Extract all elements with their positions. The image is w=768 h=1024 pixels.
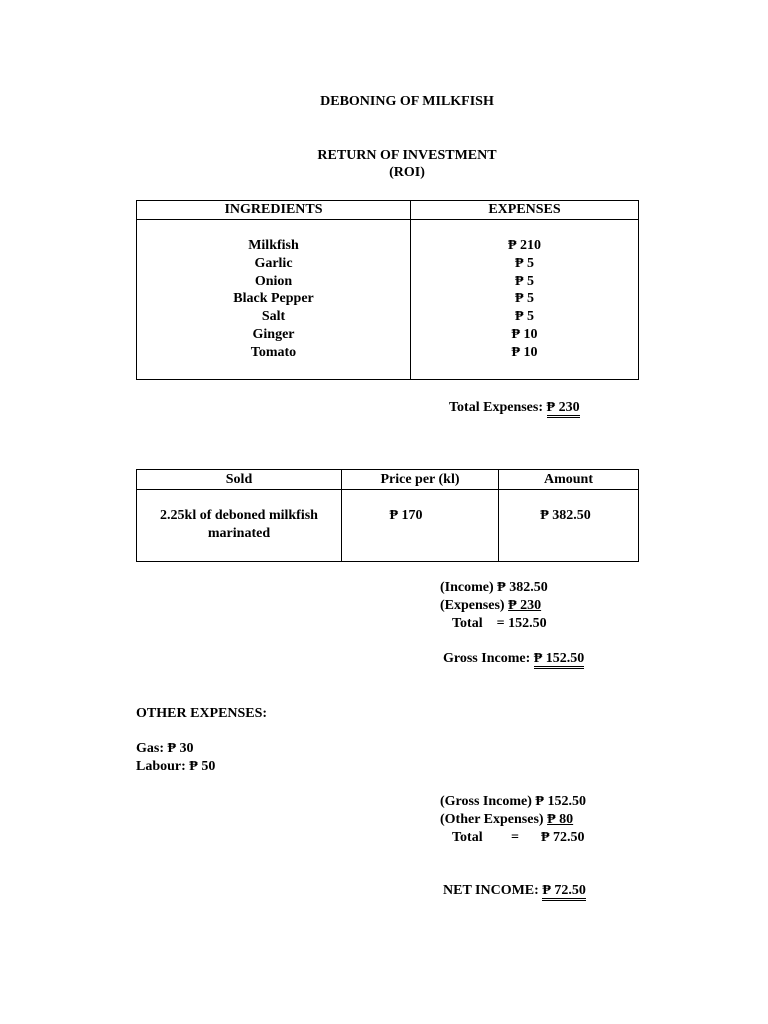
sold-description: 2.25kl of deboned milkfish <box>160 508 318 523</box>
roi-abbreviation: (ROI) <box>389 165 425 180</box>
roi-heading: RETURN OF INVESTMENT <box>317 148 497 163</box>
ingredient-item: Garlic <box>254 255 293 271</box>
ingredient-item: Milkfish <box>248 238 299 253</box>
ingredients-table <box>136 200 639 380</box>
net-income-label: NET INCOME: <box>443 883 543 898</box>
ingredients-header: INGREDIENTS <box>137 201 411 220</box>
sold-description-cont: marinated <box>207 526 271 541</box>
ingredient-item: Onion <box>254 273 293 289</box>
expenses-line <box>440 597 541 615</box>
calc2-total <box>452 829 585 847</box>
expenses-header: EXPENSES <box>411 201 639 220</box>
calc2-total-label: Total <box>452 830 483 845</box>
other-expenses-label: (Other Expenses) <box>440 812 548 827</box>
total-expenses-label: Total Expenses: <box>449 400 547 415</box>
ingredient-item: Tomato <box>250 344 297 360</box>
other-expenses-heading: OTHER EXPENSES: <box>136 706 268 721</box>
document-title: DEBONING OF MILKFISH <box>320 94 494 109</box>
calc1-total: Total = 152.50 <box>452 616 547 631</box>
amount-value: ₱ 382.50 <box>540 508 591 523</box>
sold-cell <box>137 490 342 562</box>
gross-income-value: ₱ 152.50 <box>534 651 585 669</box>
total-expenses <box>449 399 580 418</box>
price-cell <box>342 490 499 562</box>
calc2-total-equals: = <box>511 830 519 845</box>
expenses-line-value: ₱ 230 <box>508 598 542 613</box>
price-header: Price per (kl) <box>342 470 499 490</box>
expense-value: ₱ 5 <box>514 309 535 325</box>
amount-cell <box>499 490 639 562</box>
ingredient-item: Salt <box>261 309 286 325</box>
price-value: ₱ 170 <box>389 508 423 523</box>
gross-income <box>443 650 584 669</box>
income-line: (Income) ₱ 382.50 <box>440 580 548 595</box>
other-expenses-value: ₱ 80 <box>547 812 574 827</box>
labour-expense: Labour: ₱ 50 <box>136 759 216 774</box>
gas-expense: Gas: ₱ 30 <box>136 741 194 756</box>
expense-value: ₱ 10 <box>511 344 538 360</box>
expense-value: ₱ 5 <box>514 273 535 289</box>
other-expenses-line <box>440 811 573 829</box>
gross-income-label: Gross Income: <box>443 651 534 666</box>
ingredients-list <box>137 220 411 380</box>
expense-value: ₱ 10 <box>511 326 538 342</box>
expense-value: ₱ 210 <box>507 238 542 253</box>
gross-income-line: (Gross Income) ₱ 152.50 <box>440 794 586 809</box>
net-income <box>443 882 586 901</box>
net-income-value: ₱ 72.50 <box>542 883 586 901</box>
expense-value: ₱ 5 <box>514 255 535 271</box>
calc2-total-value: ₱ 72.50 <box>541 830 585 845</box>
sold-header: Sold <box>137 470 342 490</box>
ingredient-item: Black Pepper <box>233 291 314 307</box>
expense-value: ₱ 5 <box>514 291 535 307</box>
ingredient-item: Ginger <box>252 326 295 342</box>
amount-header: Amount <box>499 470 639 490</box>
sales-table <box>136 469 639 562</box>
expenses-line-label: (Expenses) <box>440 598 509 613</box>
total-expenses-value: ₱ 230 <box>547 400 580 418</box>
expenses-list <box>411 220 639 380</box>
